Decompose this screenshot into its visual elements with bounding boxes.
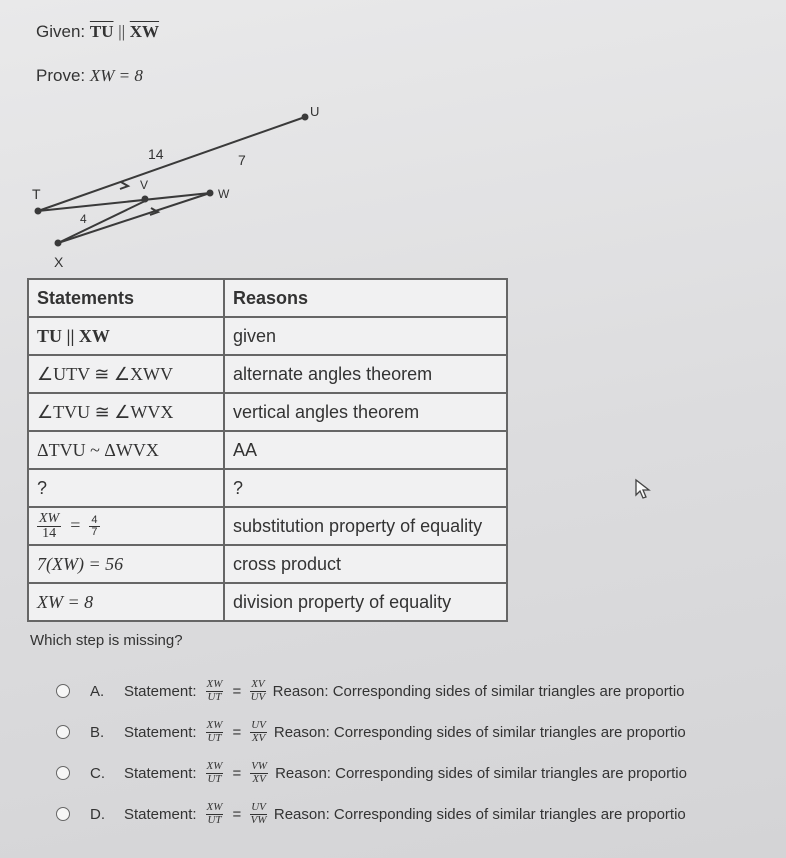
label-4: 4 [80,212,87,226]
fraction [89,515,99,538]
fraction-numerator: XW [39,510,60,526]
statement-label: Statement: [124,764,197,782]
table-row [28,317,507,355]
question-text: Which step is missing? [30,632,183,649]
fraction-numerator: XW [206,801,223,813]
fraction-rhs [250,802,267,826]
label-14: 14 [148,146,164,162]
geometry-diagram [20,95,350,275]
fraction-denominator: UT [207,772,222,785]
fraction-numerator: UV [251,719,266,731]
table-row [28,355,507,393]
fraction-numerator: XW [206,719,223,731]
equals-sign: = [232,805,242,823]
statement-cell: TU || XW [28,317,224,355]
prove-label: Prove: [36,66,86,85]
fraction-lhs [206,761,224,785]
table-row [28,545,507,583]
given-line [36,22,159,42]
radio-button-c[interactable] [56,766,70,780]
table-row-missing [28,469,507,507]
statement-cell: ∠UTV ≅ ∠XWV [28,355,224,393]
point-t [35,208,42,215]
fraction-denominator: XV [252,772,266,785]
fraction-denominator: 14 [42,525,57,541]
label-7: 7 [238,152,246,168]
choice-d[interactable] [56,802,686,826]
fraction-rhs [250,720,267,744]
reason-cell-missing: ? [224,469,507,507]
given-parallel: || [118,22,126,41]
parallel-arrow-1 [120,182,128,189]
prove-line [36,66,143,86]
statement-cell: XW = 8 [28,583,224,621]
statement-cell: ∠TVU ≅ ∠WVX [28,393,224,431]
reason-cell: substitution property of equality [224,507,507,545]
statement-cell: ΔTVU ~ ΔWVX [28,431,224,469]
choice-a[interactable] [56,679,685,703]
table-row [28,431,507,469]
fraction-lhs [206,802,224,826]
label-v: V [140,178,149,192]
choice-reason: Reason: Corresponding sides of similar triangles are proportio [273,723,686,741]
reason-cell: division property of equality [224,583,507,621]
statement-cell: 7(XW) = 56 [28,545,224,583]
point-w [207,190,214,197]
label-u: U [310,104,320,119]
prove-expression: XW = 8 [89,66,143,85]
point-u [302,114,309,121]
reason-cell: given [224,317,507,355]
fraction-denominator: XV [251,731,266,744]
given-label: Given: [36,22,86,41]
header-reasons: Reasons [224,279,507,317]
table-row [28,583,507,621]
equals-sign: = [232,764,242,782]
choice-c[interactable] [56,761,687,785]
fraction-numerator: 4 [91,513,98,526]
table-header-row [28,279,507,317]
fraction-denominator: UV [250,690,266,703]
proof-table [27,278,508,622]
statement-cell-missing: ? [28,469,224,507]
statement-label: Statement: [124,682,197,700]
point-v [142,196,149,203]
choice-b[interactable] [56,720,686,744]
header-statements: Statements [28,279,224,317]
label-x: X [54,254,64,270]
fraction-lhs [206,720,224,744]
table-row [28,393,507,431]
fraction [37,512,61,541]
fraction-denominator: UT [207,813,222,826]
choice-reason: Reason: Corresponding sides of similar triangles are proportio [273,805,686,823]
fraction-denominator: 7 [91,525,98,538]
statement-label: Statement: [124,805,197,823]
fraction-denominator: UT [207,731,222,744]
radio-button-d[interactable] [56,807,70,821]
radio-button-b[interactable] [56,725,70,739]
reason-cell: alternate angles theorem [224,355,507,393]
reason-cell: cross product [224,545,507,583]
label-w: W [218,187,230,201]
choice-letter: B. [90,723,105,741]
statement-cell [28,507,224,545]
fraction-numerator: UV [251,801,266,813]
label-t: T [32,186,41,202]
fraction-numerator: XW [206,760,223,772]
equals-sign: = [232,682,242,700]
given-segment-tu: $\overline{TU}$ [89,22,114,41]
choice-reason: Reason: Corresponding sides of similar triangles are proportio [272,682,685,700]
fraction-numerator: VW [251,760,268,772]
radio-button-a[interactable] [56,684,70,698]
given-segment-xw: $\overline{XW}$ [129,22,160,41]
reason-cell: AA [224,431,507,469]
table-row [28,507,507,545]
choice-letter: A. [90,682,105,700]
fraction-rhs [250,761,268,785]
fraction-denominator: VW [250,813,267,826]
fraction-rhs [250,679,265,703]
choice-letter: D. [90,805,105,823]
choice-letter: C. [90,764,105,782]
equals-sign: = [70,514,81,535]
fraction-denominator: UT [207,690,222,703]
point-x [55,240,62,247]
fraction-numerator: XV [251,678,265,690]
equals-sign: = [232,723,242,741]
choice-reason: Reason: Corresponding sides of similar triangles are proportio [275,764,687,782]
fraction-numerator: XW [206,678,223,690]
reason-cell: vertical angles theorem [224,393,507,431]
statement-label: Statement: [124,723,197,741]
fraction-lhs [206,679,224,703]
mouse-cursor-icon [634,478,652,500]
